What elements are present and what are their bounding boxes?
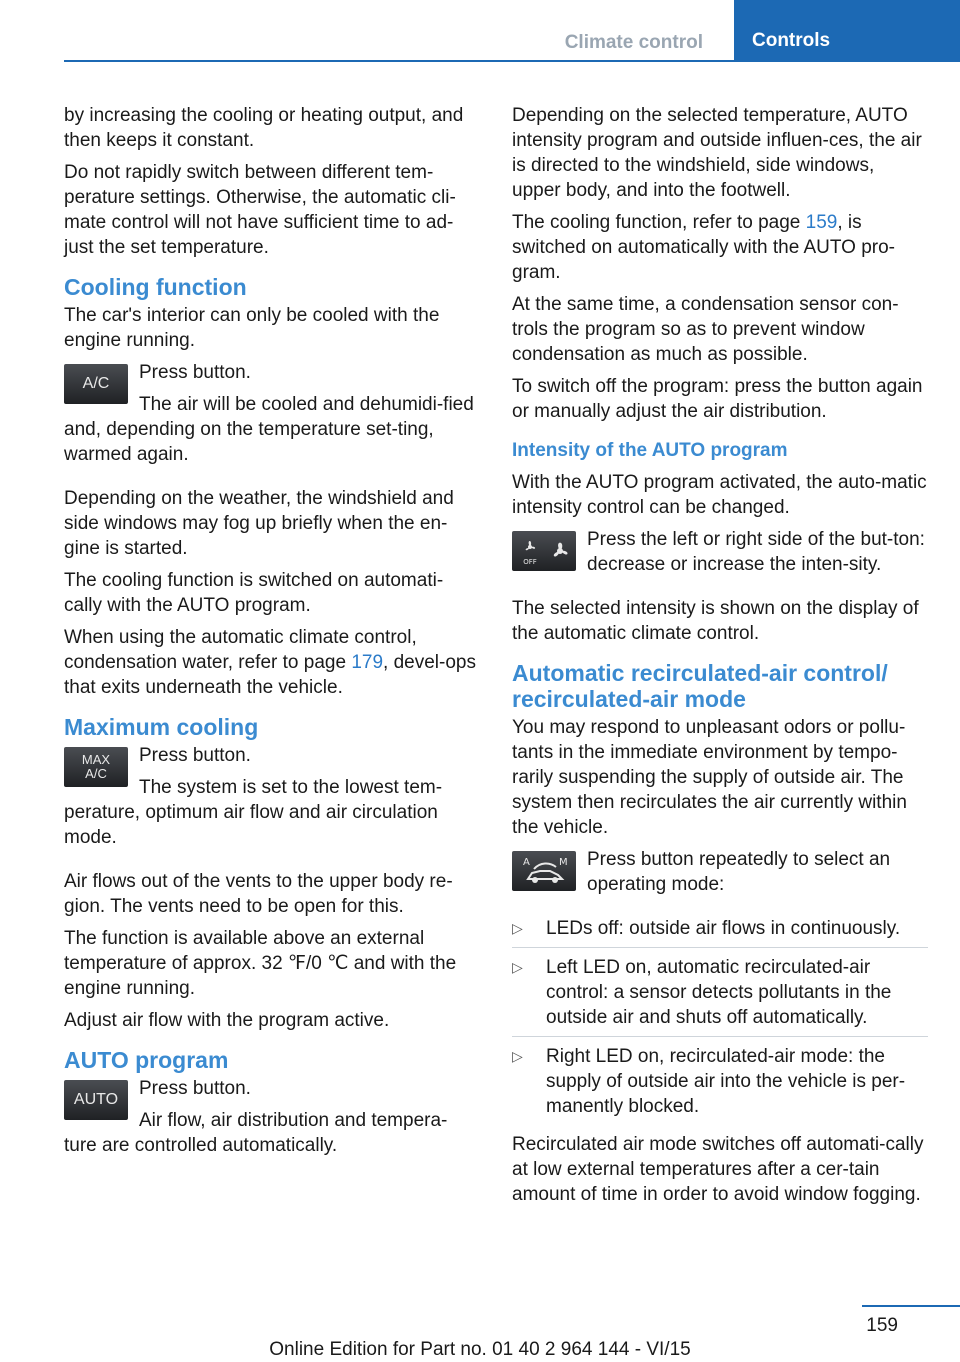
car-recirculation-icon [514, 853, 574, 889]
paragraph: Press button repeatedly to select an operating mode: [587, 849, 891, 895]
paragraph: You may respond to unpleasant odors or pollu-tants in the immediate environment by tempo-rarily suspending the supply of outside air. The system then recirculates the air currently within the vehicle. [512, 717, 907, 838]
paragraph: The air will be cooled and dehumidi-fied and, depending on the temperature set-ting, warmed again. [64, 394, 474, 465]
paragraph: Press button. [139, 1078, 251, 1099]
page-link-159[interactable]: 159 [805, 212, 838, 233]
off-label: OFF [523, 558, 537, 566]
paragraph: To switch off the program: press the button again or manually adjust the air distribution. [512, 376, 923, 422]
heading-intensity: Intensity of the AUTO program [512, 440, 788, 461]
fan-icon [516, 534, 572, 568]
auto-button-icon: AUTO [64, 1080, 128, 1120]
right-column [512, 103, 928, 1214]
heading-auto-program: AUTO program [64, 1047, 229, 1073]
ac-button-block [64, 360, 480, 474]
list-item: ▷ Right LED on, recirculated-air mode: the supply of outside air into the vehicle is per-manently blocked. [512, 1044, 928, 1125]
page-header [64, 24, 960, 62]
ac-button-icon: A/C [64, 364, 128, 404]
text: , devel-ops that exits underneath the vehicle. [64, 652, 476, 698]
chapter-tab: Controls [734, 0, 960, 60]
paragraph [64, 625, 480, 700]
paragraph: Depending on the weather, the windshield and side windows may fog up briefly when the en-gine is started. [64, 488, 454, 559]
paragraph: The system is set to the lowest tem-perature, optimum air flow and air circulation mode. [64, 777, 443, 848]
max-ac-button-icon [64, 747, 128, 787]
paragraph: Press the left or right side of the but-ton: decrease or increase the inten-sity. [587, 529, 925, 575]
footer-rule [862, 1305, 960, 1307]
list-item: ▷ Left LED on, automatic recirculated-air control: a sensor detects pollutants in the outside air and shuts off automatically. [512, 955, 928, 1037]
paragraph: Depending on the selected temperature, AUTO intensity program and outside influen-ces, the air is directed to the windshield, side windows, upper body, and into the footwell. [512, 105, 922, 201]
list-item: ▷ LEDs off: outside air flows in continuously. [512, 916, 928, 948]
ac-label: A/C [85, 766, 107, 781]
edition-note: Online Edition for Part no. 01 40 2 964 144 - VI/15 [269, 1339, 691, 1360]
text: , is switched on automatically with the AUTO pro-gram. [512, 212, 895, 283]
heading-maximum-cooling: Maximum cooling [64, 714, 259, 740]
paragraph: With the AUTO program activated, the auto-matic intensity control can be changed. [512, 472, 927, 518]
max-button-block [64, 743, 480, 857]
paragraph: Adjust air flow with the program active. [64, 1010, 390, 1031]
heading-recirculated-air: Automatic recirculated-air control/ recirculated-air mode [512, 660, 888, 712]
paragraph: The car's interior can only be cooled with the engine running. [64, 305, 440, 351]
paragraph: Air flow, air distribution and tempera-ture are controlled automatically. [64, 1110, 448, 1156]
page-number: 159 [866, 1315, 898, 1336]
paragraph: Recirculated air mode switches off automati-cally at low external temperatures after a cer-tain amount of time in order to avoid window fogging. [512, 1134, 924, 1205]
paragraph: The selected intensity is shown on the display of the automatic climate control. [512, 598, 919, 644]
paragraph: The function is available above an external temperature of approx. 32 ℉/0 ℃ and with the engine running. [64, 928, 457, 999]
paragraph: Air flows out of the vents to the upper body re-gion. The vents need to be open for this. [64, 871, 453, 917]
fan-intensity-button-icon [512, 531, 576, 571]
auto-button-block [64, 1076, 480, 1165]
paragraph: by increasing the cooling or heating output, and then keeps it constant. [64, 105, 464, 151]
intensity-button-block [512, 527, 928, 584]
section-title: Climate control [564, 32, 703, 53]
heading-cooling-function: Cooling function [64, 274, 247, 300]
a-label: A [523, 857, 530, 868]
mode-list [512, 916, 928, 1125]
paragraph: The cooling function is switched on automati-cally with the AUTO program. [64, 570, 444, 616]
paragraph: Press button. [139, 362, 251, 383]
page-link-179[interactable]: 179 [351, 652, 384, 673]
paragraph: Press button. [139, 745, 251, 766]
m-label: M [559, 857, 568, 868]
paragraph: At the same time, a condensation sensor con-trols the program so as to prevent window condensation as much as possible. [512, 294, 899, 365]
left-column [64, 103, 480, 1165]
recirculation-button-icon [512, 851, 576, 891]
recirc-button-block [512, 847, 928, 904]
paragraph: Do not rapidly switch between different tem-perature settings. Otherwise, the automatic cli-mate control will not have sufficient time to ad-just the set temperature. [64, 162, 456, 258]
max-label: MAX [81, 752, 111, 767]
text: When using the automatic climate control, condensation water, refer to page [64, 627, 417, 673]
paragraph [512, 210, 928, 285]
text: The cooling function, refer to page [512, 212, 806, 233]
page-footer [0, 1305, 960, 1362]
